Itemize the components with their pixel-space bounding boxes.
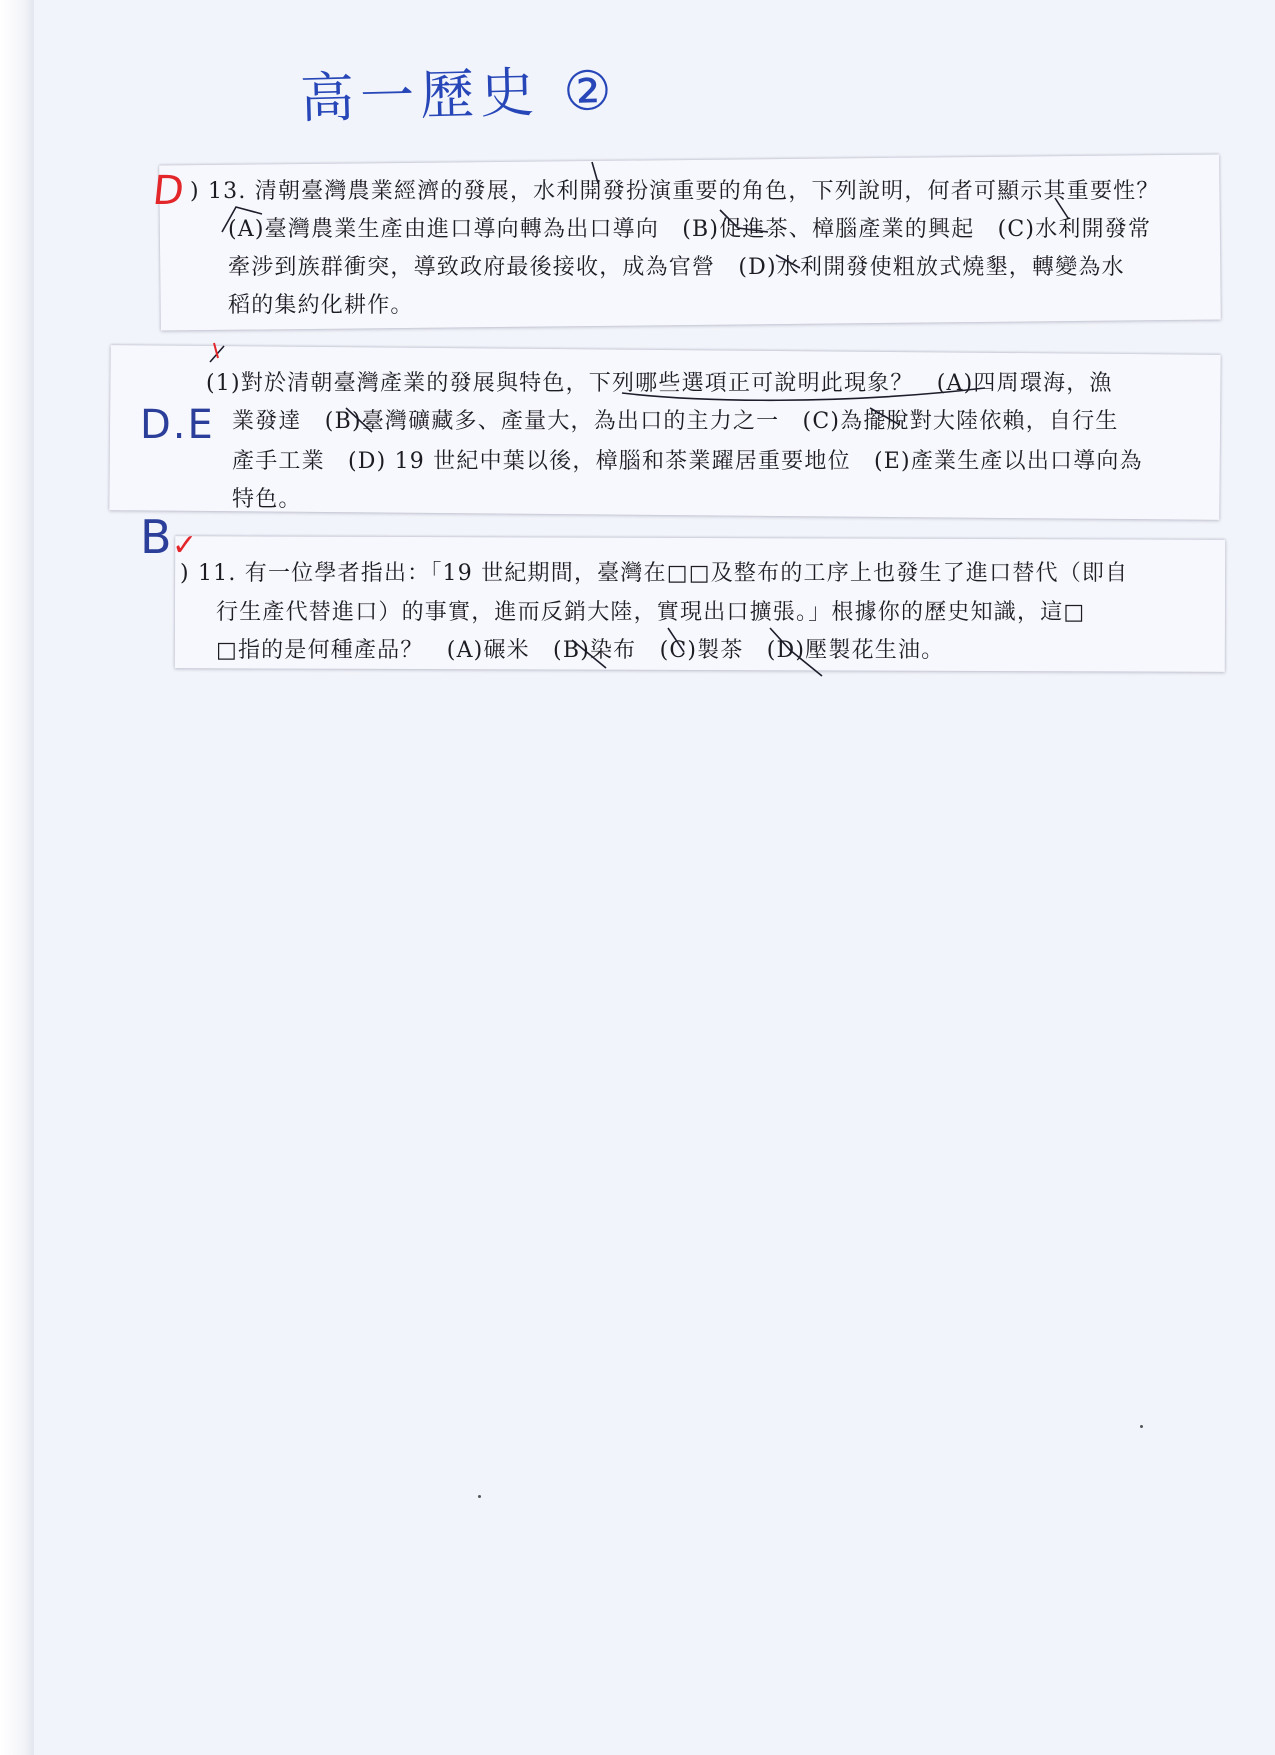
q13-line-3: 牽涉到族群衝突，導致政府最後接收，成為官營 (D)水利開發使粗放式燒墾，轉變為水 xyxy=(228,255,1125,280)
q13-line-2: (A)臺灣農業生產由進口導向轉為出口導向 (B)促進茶、樟腦產業的興起 (C)水利開發常 xyxy=(228,217,1152,242)
q13-line-4: 稻的集約化耕作。 xyxy=(228,293,414,318)
handwritten-title: 高一歷史 ② xyxy=(299,58,619,131)
q11-line-1: ) 11. 有一位學者指出：「19 世紀期間，臺灣在□□及整布的工序上也發生了進口替代（即自 xyxy=(180,561,1129,586)
answer-mark-q12: D.E xyxy=(140,402,215,448)
q13-line-1: ) 13. 清朝臺灣農業經濟的發展，水利開發扮演重要的角色，下列說明，何者可顯示其重要性？ xyxy=(190,179,1160,204)
check-mark-q11: ✓ xyxy=(172,528,198,563)
q12-line-4: 特色。 xyxy=(232,487,302,512)
paper-speck xyxy=(1140,1425,1143,1428)
q11-line-2: 行生產代替進口）的事實，進而反銷大陸，實現出口擴張。」根據你的歷史知識，這□ xyxy=(216,600,1086,625)
answer-mark-q11: B xyxy=(140,510,172,564)
q11-line-3: □指的是何種產品？ (A)碾米 (B)染布 (C)製茶 (D)壓製花生油。 xyxy=(216,638,945,663)
q12-line-3: 產手工業 (D) 19 世紀中葉以後，樟腦和茶業躍居重要地位 (E)產業生產以出口導向為 xyxy=(232,449,1143,474)
q12-line-2: 業發達 (B)臺灣礦藏多、產量大，為出口的主力之一 (C)為擺脫對大陸依賴，自行生 xyxy=(232,409,1119,434)
q12-line-1: (1)對於清朝臺灣產業的發展與特色，下列哪些選項正可說明此現象？ (A)四周環海，漁 xyxy=(206,371,1113,396)
paper-speck xyxy=(478,1495,481,1498)
answer-mark-q13: D xyxy=(150,168,187,214)
paper-edge xyxy=(0,0,34,1755)
